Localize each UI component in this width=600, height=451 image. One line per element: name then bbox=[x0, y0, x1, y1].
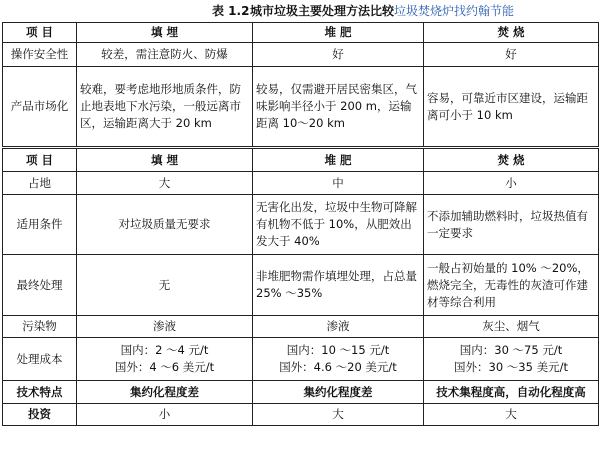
cell-incineration: 好 bbox=[424, 43, 599, 67]
cell-compost: 好 bbox=[253, 43, 424, 67]
row-label: 投资 bbox=[3, 404, 77, 426]
cell-compost: 集约化程度差 bbox=[253, 381, 424, 404]
table-row bbox=[3, 381, 599, 404]
row-label: 操作安全性 bbox=[3, 43, 77, 67]
header-incineration: 焚 烧 bbox=[424, 148, 599, 172]
table-row bbox=[3, 195, 599, 255]
comparison-table bbox=[2, 22, 599, 426]
cell-incineration: 技术集程度高，自动化程度高 bbox=[424, 381, 599, 404]
cell-compost: 大 bbox=[253, 404, 424, 426]
caption-title: 城市垃圾主要处理方法比较 bbox=[250, 4, 395, 18]
cell-compost: 非堆肥物需作填埋处理，占总量 25% ～35% bbox=[253, 255, 424, 316]
row-label: 适用条件 bbox=[3, 195, 77, 255]
caption-number: 表 1.2 bbox=[212, 4, 250, 18]
cell-compost: 无害化出发，垃圾中生物可降解有机物不低于 10%，从肥效出发大于 40% bbox=[253, 195, 424, 255]
cell-incineration: 国内：30 ～75 元/t 国外：30 ～35 美元/t bbox=[424, 338, 599, 381]
cell-landfill: 大 bbox=[77, 172, 253, 195]
table-row bbox=[3, 255, 599, 316]
table-header-row-bottom bbox=[3, 148, 599, 172]
cell-landfill: 渗液 bbox=[77, 316, 253, 338]
table-row bbox=[3, 43, 599, 67]
row-label: 污染物 bbox=[3, 316, 77, 338]
row-label: 技术特点 bbox=[3, 381, 77, 404]
cell-compost: 渗液 bbox=[253, 316, 424, 338]
header-compost: 堆 肥 bbox=[253, 23, 424, 43]
cell-landfill: 集约化程度差 bbox=[77, 381, 253, 404]
cell-incineration: 大 bbox=[424, 404, 599, 426]
table-row bbox=[3, 172, 599, 195]
row-label: 最终处理 bbox=[3, 255, 77, 316]
header-item: 项 目 bbox=[3, 23, 77, 43]
header-landfill: 填 埋 bbox=[77, 23, 253, 43]
cell-landfill: 较差，需注意防火、防爆 bbox=[77, 43, 253, 67]
cell-landfill: 较难，要考虑地形地质条件，防止地表地下水污染，一般远离市区，运输距离大于 20 km bbox=[77, 67, 253, 148]
header-incineration: 焚 烧 bbox=[424, 23, 599, 43]
table-row bbox=[3, 316, 599, 338]
caption-tail: 垃圾焚烧炉找约翰节能 bbox=[394, 4, 515, 18]
cell-compost: 国内：10 ～15 元/t 国外：4.6 ～20 美元/t bbox=[253, 338, 424, 381]
header-landfill: 填 埋 bbox=[77, 148, 253, 172]
cell-landfill: 无 bbox=[77, 255, 253, 316]
cell-landfill: 小 bbox=[77, 404, 253, 426]
row-label: 占地 bbox=[3, 172, 77, 195]
cell-incineration: 一般占初始量的 10% ～20%，燃烧完全，无毒性的灰渣可作建材等综合利用 bbox=[424, 255, 599, 316]
cell-incineration: 容易，可靠近市区建设，运输距离可小于 10 km bbox=[424, 67, 599, 148]
row-label: 处理成本 bbox=[3, 338, 77, 381]
table-row bbox=[3, 338, 599, 381]
header-item: 项 目 bbox=[3, 148, 77, 172]
cell-incineration: 小 bbox=[424, 172, 599, 195]
cell-landfill: 对垃圾质量无要求 bbox=[77, 195, 253, 255]
cell-compost: 中 bbox=[253, 172, 424, 195]
table-row bbox=[3, 404, 599, 426]
cell-landfill: 国内：2 ～4 元/t 国外：4 ～6 美元/t bbox=[77, 338, 253, 381]
cell-incineration: 灰尘、烟气 bbox=[424, 316, 599, 338]
row-label: 产品市场化 bbox=[3, 67, 77, 148]
cell-compost: 较易，仅需避开居民密集区，气味影响半径小于 200 m，运输距离 10～20 km bbox=[253, 67, 424, 148]
header-compost: 堆 肥 bbox=[253, 148, 424, 172]
table-caption bbox=[0, 2, 600, 20]
table-header-row-top bbox=[3, 23, 599, 43]
cell-incineration: 不添加辅助燃料时，垃圾热值有一定要求 bbox=[424, 195, 599, 255]
table-row bbox=[3, 67, 599, 148]
